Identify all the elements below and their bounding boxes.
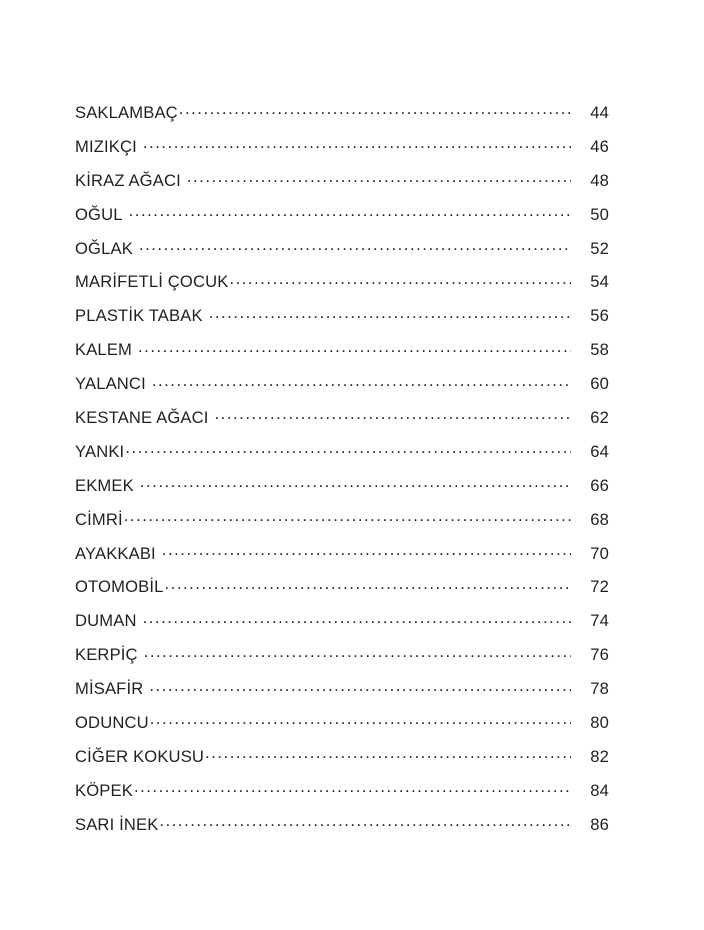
toc-entry[interactable]	[75, 706, 609, 740]
toc-entry-title: OĞUL	[75, 204, 123, 224]
toc-entry[interactable]	[75, 367, 609, 401]
table-of-contents	[75, 96, 609, 842]
toc-entry-page-number: 86	[590, 814, 609, 834]
toc-entry-title: AYAKKABI	[75, 543, 156, 563]
toc-dot-leader	[152, 373, 571, 390]
toc-entry-title: KERPİÇ	[75, 645, 138, 665]
toc-entry-title: MİSAFİR	[75, 679, 144, 699]
toc-entry-page-number: 74	[590, 611, 609, 631]
toc-entry-title: KİRAZ AĞACI	[75, 170, 181, 190]
toc-entry[interactable]	[75, 232, 609, 266]
toc-entry[interactable]	[75, 401, 609, 435]
toc-entry-title: CİMRİ	[75, 509, 123, 529]
toc-dot-leader	[143, 135, 571, 152]
toc-dot-leader	[150, 711, 571, 728]
toc-entry-page-number: 62	[590, 408, 609, 428]
toc-entry-title: YALANCI	[75, 374, 146, 394]
toc-entry-title: ODUNCU	[75, 713, 149, 733]
toc-entry-page-number: 52	[590, 238, 609, 258]
toc-entry-page-number: 76	[590, 645, 609, 665]
toc-entry-title: YANKI	[75, 441, 125, 461]
toc-entry[interactable]	[75, 265, 609, 299]
toc-entry-page-number: 78	[590, 679, 609, 699]
toc-entry[interactable]	[75, 604, 609, 638]
toc-entry-title: OĞLAK	[75, 238, 133, 258]
toc-entry[interactable]	[75, 740, 609, 774]
toc-dot-leader	[209, 305, 571, 322]
toc-dot-leader	[162, 542, 571, 559]
toc-entry-page-number: 44	[590, 103, 609, 122]
toc-entry-title: KÖPEK	[75, 780, 133, 800]
toc-entry[interactable]	[75, 299, 609, 333]
toc-entry-page-number: 68	[590, 509, 609, 529]
toc-entry[interactable]	[75, 570, 609, 604]
toc-entry-page-number: 46	[590, 136, 609, 156]
toc-entry-page-number: 48	[590, 170, 609, 190]
toc-dot-leader	[205, 745, 571, 762]
toc-entry[interactable]	[75, 96, 609, 130]
toc-entry[interactable]	[75, 130, 609, 164]
toc-entry-page-number: 66	[590, 475, 609, 495]
toc-dot-leader	[125, 440, 571, 457]
toc-dot-leader	[187, 169, 571, 186]
toc-dot-leader	[138, 339, 571, 356]
toc-dot-leader	[139, 237, 571, 254]
toc-entry-title: KESTANE AĞACI	[75, 408, 209, 428]
toc-entry-page-number: 60	[590, 374, 609, 394]
toc-entry-title: CİĞER KOKUSU	[75, 746, 205, 766]
toc-entry-title: DUMAN	[75, 611, 137, 631]
toc-entry[interactable]	[75, 198, 609, 232]
toc-dot-leader	[165, 576, 572, 593]
toc-entry-page-number: 50	[590, 204, 609, 224]
toc-dot-leader	[215, 406, 571, 423]
toc-dot-leader	[143, 610, 571, 627]
toc-entry[interactable]	[75, 774, 609, 808]
toc-entry-page-number: 84	[590, 780, 609, 800]
toc-entry-page-number: 54	[590, 272, 609, 292]
toc-dot-leader	[179, 101, 571, 118]
toc-entry[interactable]	[75, 638, 609, 672]
toc-entry[interactable]	[75, 333, 609, 367]
toc-entry-title: OTOMOBİL	[75, 577, 164, 597]
toc-entry-page-number: 58	[590, 340, 609, 360]
toc-entry-title: MARİFETLİ ÇOCUK	[75, 272, 229, 292]
toc-dot-leader	[159, 813, 571, 830]
toc-entry-page-number: 80	[590, 713, 609, 733]
toc-entry[interactable]	[75, 435, 609, 469]
toc-entry-title: EKMEK	[75, 475, 134, 495]
toc-entry-page-number: 72	[590, 577, 609, 597]
toc-entry-title: SAKLAMBAÇ	[75, 103, 178, 122]
toc-dot-leader	[144, 644, 571, 661]
toc-entry[interactable]	[75, 537, 609, 571]
toc-entry-page-number: 70	[590, 543, 609, 563]
toc-dot-leader	[149, 678, 571, 695]
toc-entry-title: PLASTİK TABAK	[75, 306, 203, 326]
toc-entry-title: MIZIKÇI	[75, 136, 137, 156]
toc-dot-leader	[229, 271, 571, 288]
toc-entry-title: SARI İNEK	[75, 814, 159, 834]
toc-entry-title: KALEM	[75, 340, 133, 360]
toc-entry[interactable]	[75, 808, 609, 842]
toc-dot-leader	[129, 203, 571, 220]
toc-entry[interactable]	[75, 164, 609, 198]
toc-dot-leader	[124, 508, 571, 525]
toc-entry[interactable]	[75, 672, 609, 706]
toc-dot-leader	[134, 779, 571, 796]
toc-entry[interactable]	[75, 469, 609, 503]
toc-entry[interactable]	[75, 503, 609, 537]
toc-entry-page-number: 64	[590, 441, 609, 461]
toc-entry-page-number: 56	[590, 306, 609, 326]
toc-dot-leader	[140, 474, 571, 491]
toc-entry-page-number: 82	[590, 746, 609, 766]
